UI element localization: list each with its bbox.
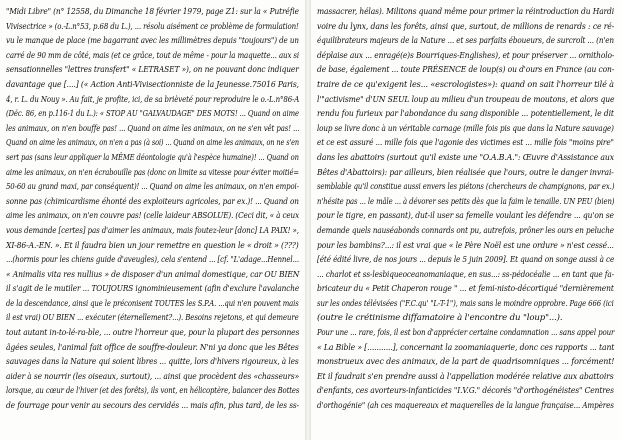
text-line: carré de 90 mm de côté, mais (et ce grâce, tout de même - pour la maquette... aux si xyxy=(6,50,300,61)
text-line: aider à se nourrir (les oiseaux, surtout), ... ainsi que procèdent des «chasseurs» xyxy=(6,371,300,382)
text-line: sonne pas (chimicardisme éhonté des exploiteurs agricoles, par ex.)! ... Quand on xyxy=(6,196,299,207)
text-line: (outre le crétinisme diffamatoire à l'encontre du "loup"...). xyxy=(317,313,563,324)
text-line: vu le manque de place (me bagarrant avec les millimètres depuis "toujours") de un xyxy=(6,36,299,47)
text-line: de la descendance, ainsi que le préconisent TOUTES les S.P.A. ...qui n'en pouvent mais xyxy=(6,298,299,309)
text-line: âgées seules, l'animal fait office de souffre-douleur. N'ni ya donc que les Bêtes xyxy=(6,342,299,353)
text-line: dans les abattoirs (surtout qu'il existe une "O.A.B.A.": Œuvre d'Assistance aux xyxy=(317,152,614,163)
text-line: pour les bambins?...: il est vrai que « le Père Noël est une ordure » n'est cessé... xyxy=(317,240,614,251)
text-line: XI-86-A.-EN. ». Et il faudra bien un jour remettre en question le « droit » (???) xyxy=(6,240,299,251)
text-line: ...(hormis pour les chiens guide d'aveugles), cela s'entend ... [cf. "L'adage...Hennel... xyxy=(6,255,299,266)
text-line: les animaux, on n'en bouffe pas! ... Quand on aime les animaux, on ne s'en vêt pas! ... xyxy=(6,123,300,134)
text-line: d'orthogénie" (ah ces maquereaux et maquerelles de la langue française... Ampères xyxy=(317,401,614,412)
text-line: Vivisectrice » (o.-L.n°53, p.68 du L.), ... résolu aisément ce problème de formulation! xyxy=(6,21,299,32)
text-line: [été édité livre, de nos jours ... depuis le 5 juin 2009]. Et quand on songe aussi à ce xyxy=(317,255,615,266)
text-line: demande quels nauséabonds connards ont pu, autrefois, prôner les ours en peluche xyxy=(317,225,614,236)
text-line: il est vrai) OU BIEN ... exécuter (éternellement?...). Besoins rejetons, et qui demeure xyxy=(6,313,299,324)
right-page xyxy=(311,0,620,440)
text-line: « La Bible » [...........], concernant la zoomaniaquerie, donc ces rapports ... tant xyxy=(317,342,615,353)
text-line: sensationnelles "lettres transfert" « LETRASET »), on ne pouvant donc indiquer xyxy=(6,65,299,76)
text-line: aime les animaux, on n'en couvre pas! (celle laideur ABSOLUE). (Ceci dit, « à ceux xyxy=(6,211,300,222)
text-line: de fourrage pour venir au secours des cervidés ... mais afin, plus tard, de les ss- xyxy=(6,401,299,412)
text-line: aime les animaux, on n'en écrabouille pas (donc on limite sa vitesse pour éviter moitié= xyxy=(6,167,299,178)
text-line: vous demande [certes] pas d'aimer les animaux, mais foutez-leur [donc] LA PAIX! », xyxy=(6,225,299,236)
text-line: 4, r. L. du Nouy ». Au fait, je profite, ici, de sa brièveté pour reproduire le o.-L.n°86-A xyxy=(6,94,300,105)
text-line: voire du lynx, dans les forêts, ainsi que, surtout, de millions de renards : ce ré- xyxy=(317,21,615,32)
text-line: de base, également ... toute PRÉSENCE de loup(s) ou d'ours en France (au con- xyxy=(317,65,615,76)
text-line: l'"activisme" d'UN SEUL loup au milieu d'un troupeau de moutons, et alors que xyxy=(317,94,615,105)
text-line: bricateur du « Petit Chaperon rouge " ... et femi-nisto-décortiqué "dernièrement xyxy=(317,284,614,295)
text-line: sur les ondes télévisées ("F.C.qu' "L-T-1"), mais sans le moindre opprobre. Page 666 (ici xyxy=(317,298,614,309)
text-line: Bêtes d'Abattoirs): par ailleurs, bien réalisée que l'ours, outre le danger invrai- xyxy=(317,167,614,178)
text-line: ... charlot et ss-lesbiqueoceanomaniaque, en sus...: ss-pédocéalie ... en tant que fa- xyxy=(317,269,614,280)
text-line: davantage que [....] (« Action Anti-Vivisectionniste de la Jeunesse.75016 Paris, xyxy=(6,79,299,90)
text-line: (Déc. 86, en p.116-1 du L.): « STOP AU "GALVAUDAGE" DES MOTS! ... Quand on aime xyxy=(6,109,299,120)
text-line: sauvages dans la Nature qui soient libres ... quitte, lors d'hivers rigoureux, à les xyxy=(6,357,299,368)
text-line: "Midi Libre" (n° 12558, du Dimanche 18 février 1979, page Z1: sur la « Putréfie xyxy=(6,7,299,17)
text-line: lorsque, au cœur de l'hiver (et des forêts), ils vont, en hélicoptère, balancer des Bottes xyxy=(6,386,300,397)
text-line: n'hésite pas ... le mâle ... à dévorer ses petits dès que la faim le tenaille. UN PEU (bien) xyxy=(317,196,615,207)
text-line: « Animalis vita res nullius » de disposer d'un animal domestique, car OU BIEN xyxy=(6,269,300,280)
left-page xyxy=(0,0,305,440)
text-line: il s'agit de le mutiler ... TOUJOURS ignominieusement (afin d'exclure l'avalanche xyxy=(6,284,300,295)
text-line: Quand on aime les animaux, on n'en a pas (à soi) ... Quand on aime les animaux, on ne s'en xyxy=(6,138,300,149)
text-line: d'enfants, ces avorteurs-infanticides "I.V.G." décorés "d'orthogénéistes" Centres xyxy=(317,386,614,397)
text-line: déplaise aux ... enragé(e)s Bourriques-Englishes), et pour préserver ... ornitholo- xyxy=(317,50,615,61)
text-line: tout autant in-to-lé-ra-ble, ... outre l'horreur que, pour la plupart des personnes xyxy=(6,328,300,339)
text-line: 50-60 au grand maxi, par conséquent)! ... Quand on aime les animaux, on n'en empoi- xyxy=(6,182,299,193)
text-line: semblable qu'il constitue aussi envers les piétons (chercheurs de champignons, par ex.) xyxy=(317,182,615,193)
text-line: pour le tigre, en passant), dut-il user sa femelle voulant les défendre ... qu'on se xyxy=(317,211,614,222)
text-line: rendu fou furieux par l'abondance du sang disponible ... potentiellement, le dit xyxy=(317,109,614,120)
text-line: Et il faudrait s'en prendre aussi à l'appellation modérée relative aux abattoirs xyxy=(317,371,614,382)
text-line: et ce est assuré ... mille fois que l'agonie des victimes est ... mille fois "moins pire" xyxy=(317,138,614,149)
text-line: monstrueux avec des animaux, de la part de quadrisomniques ... forcément! xyxy=(317,357,615,368)
text-line: traire de ce qu'exigent les... «escrologistes»): quand on sait l'horreur tilé à xyxy=(317,79,614,90)
text-line: sert pas (sans leur appliquer la MÊME déontologie qu'à l'espèce humaine)! ... Quand on xyxy=(6,152,299,163)
text-line: loup se livre donc à un véritable carnage (mille fois pis que dans la Nature sauvage) xyxy=(317,123,614,134)
text-line: Pour une ... rare, fois, il est bon d'apprécier certaine condamnation ... sans appel pour xyxy=(317,328,615,339)
text-line: équilibrateurs majeurs de la Nature ... et ses parfaits éboueurs, de surcroît ... (n'en xyxy=(317,36,614,47)
text-line: massacrer, hélas). Militons quand même pour primer la réintroduction du Hardi xyxy=(317,7,615,17)
